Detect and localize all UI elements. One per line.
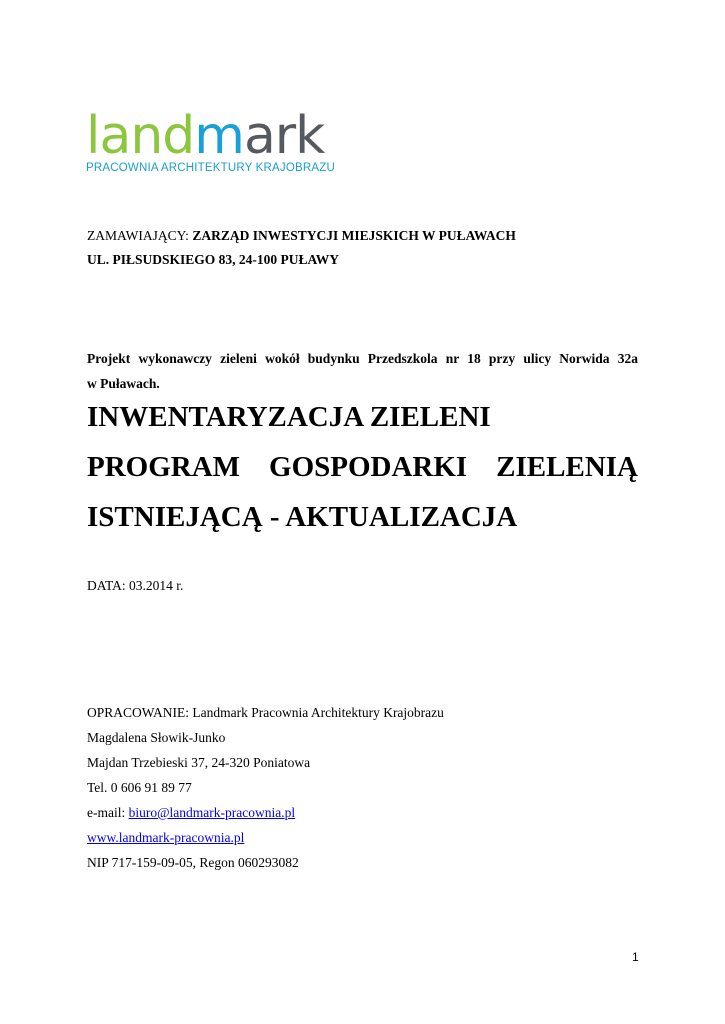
author-name: Magdalena Słowik-Junko: [87, 730, 226, 745]
project-description-line1: Projekt wykonawczy zieleni wokół budynku Przedszkola nr 18 przy ulicy Norwida 32a: [87, 351, 638, 366]
client-line: [87, 228, 516, 244]
logo-wordmark: landmark: [86, 106, 325, 166]
website-link[interactable]: www.landmark-pracownia.pl: [87, 830, 245, 845]
email-label: e-mail:: [87, 805, 129, 820]
document-title-line2: PROGRAM GOSPODARKI ZIELENIĄ: [87, 451, 638, 483]
prepared-by: OPRACOWANIE: Landmark Pracownia Architektury Krajobrazu: [87, 705, 444, 720]
email-link[interactable]: biuro@landmark-pracownia.pl: [128, 805, 296, 820]
author-address: Majdan Trzebieski 37, 24-320 Poniatowa: [87, 755, 311, 770]
author-email-line: [87, 805, 295, 821]
logo-tagline: PRACOWNIA ARCHITEKTURY KRAJOBRAZU: [86, 162, 335, 174]
document-title-line3: ISTNIEJĄCĄ - AKTUALIZACJA: [87, 501, 518, 533]
document-date: DATA: 03.2014 r.: [87, 578, 184, 593]
author-phone: Tel. 0 606 91 89 77: [87, 780, 192, 795]
project-description-line2: w Puławach.: [87, 376, 160, 391]
client-label: ZAMAWIAJĄCY:: [87, 228, 193, 243]
page-number: 1: [632, 950, 639, 964]
document-title-line1: INWENTARYZACJA ZIELENI: [87, 401, 491, 433]
company-logo: [86, 108, 386, 174]
website-line: [87, 830, 244, 846]
client-name: ZARZĄD INWESTYCJI MIEJSKICH W PUŁAWACH: [192, 228, 516, 243]
client-address: UL. PIŁSUDSKIEGO 83, 24-100 PUŁAWY: [87, 252, 340, 267]
nip-regon: NIP 717-159-09-05, Regon 060293082: [87, 855, 299, 870]
